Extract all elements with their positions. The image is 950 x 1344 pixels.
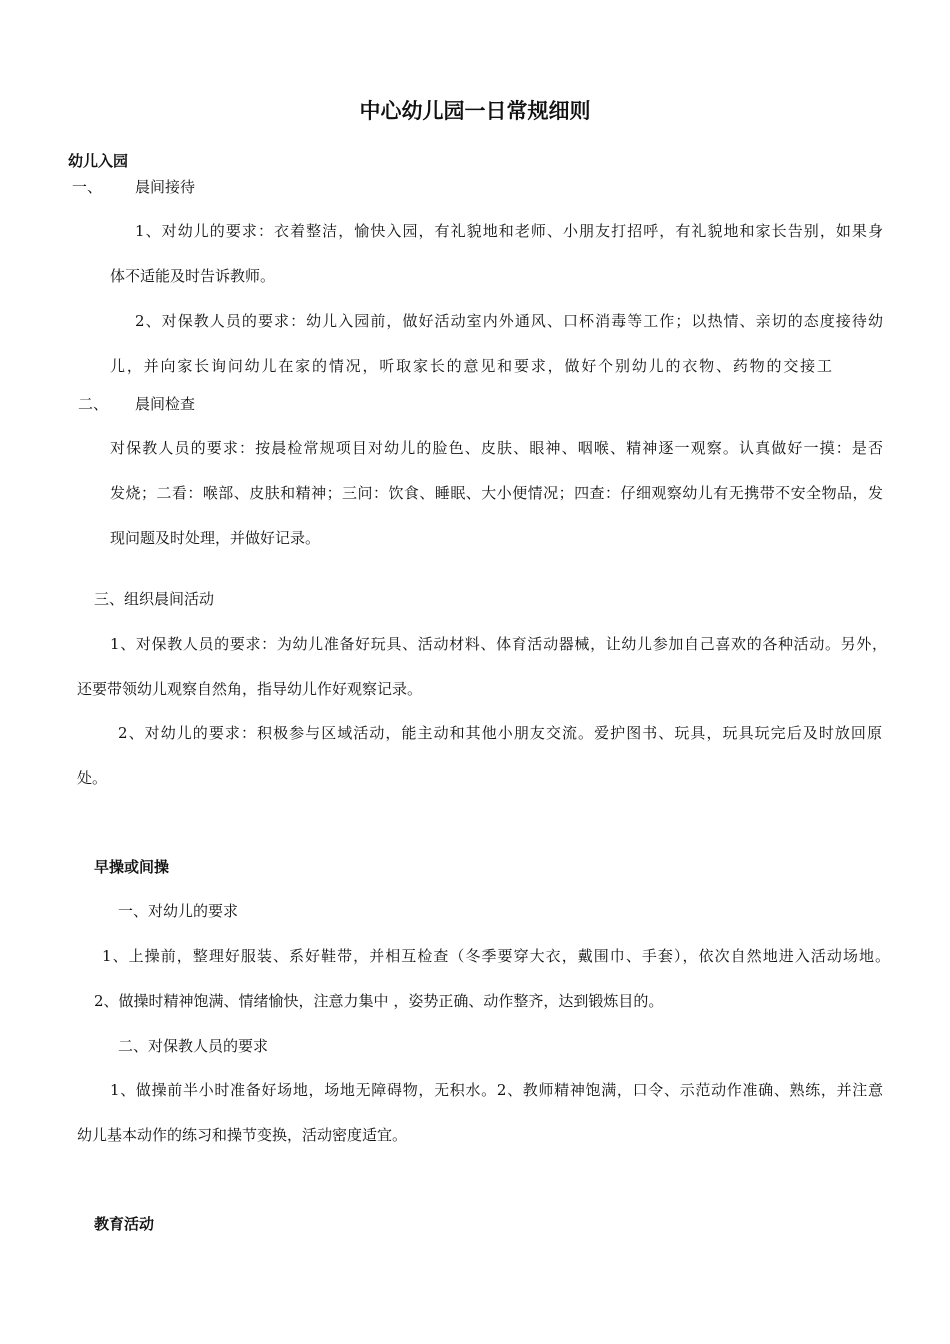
subheading-number: 一、 [72,178,103,196]
paragraph-line: 1、对保教人员的要求：为幼儿准备好玩具、活动材料、体育活动器械，让幼儿参加自己喜欢的各种活动。另外， [110,635,887,653]
section-heading-exercise: 早操或间操 [94,858,170,876]
paragraph-line: 2、做操时精神饱满、情绪愉快，注意力集中 ，姿势正确、动作整齐，达到锻炼目的。 [94,992,664,1010]
paragraph-line: 1、上操前，整理好服装、系好鞋带，并相互检查（冬季要穿大衣，戴围巾、手套），依次自然地进入活动场地。 [102,947,890,965]
paragraph-line: 2、对保教人员的要求：幼儿入园前，做好活动室内外通风、口杯消毒等工作；以热情、亲切的态度接待幼 [135,312,883,330]
subheading-number: 二、 [78,395,109,413]
paragraph-line: 1、做操前半小时准备好场地，场地无障碍物，无积水。2、教师精神饱满，口令、示范动作准确、熟练，并注意 [110,1081,883,1099]
section-heading-education: 教育活动 [94,1215,155,1233]
paragraph-line: 儿，并向家长询问幼儿在家的情况，听取家长的意见和要求，做好个别幼儿的衣物、药物的交接工 [110,357,832,375]
paragraph-line: 对保教人员的要求：按晨检常规项目对幼儿的脸色、皮肤、眼神、咽喉、精神逐一观察。认真做好一摸：是否 [110,439,883,457]
paragraph-line: 幼儿基本动作的练习和操节变换，活动密度适宜。 [77,1126,408,1144]
paragraph-line: 处。 [77,769,108,787]
subheading-morning-reception: 晨间接待 [135,178,196,196]
paragraph-line: 发烧；二看：喉部、皮肤和精神；三问：饮食、睡眠、大小便情况；四查：仔细观察幼儿有无携带不安全物品，发 [110,484,883,502]
paragraph-line: 体不适能及时告诉教师。 [110,267,276,285]
subheading-morning-check: 晨间检查 [135,395,196,413]
paragraph-line: 现问题及时处理，并做好记录。 [110,529,321,547]
subheading-child-requirements: 一、对幼儿的要求 [118,902,239,920]
paragraph-line: 还要带领幼儿观察自然角，指导幼儿作好观察记录。 [77,680,423,698]
section-heading-arrival: 幼儿入园 [68,152,129,170]
subheading-morning-activities: 三、组织晨间活动 [94,590,215,608]
paragraph-line: 1、对幼儿的要求：衣着整洁，愉快入园，有礼貌地和老师、小朋友打招呼，有礼貌地和家长告别，如果身 [135,222,883,240]
paragraph-line: 2、对幼儿的要求：积极参与区域活动，能主动和其他小朋友交流。爱护图书、玩具，玩具玩完后及时放回原 [118,724,882,742]
subheading-staff-requirements: 二、对保教人员的要求 [118,1037,269,1055]
page-title: 中心幼儿园一日常规细则 [359,99,591,123]
